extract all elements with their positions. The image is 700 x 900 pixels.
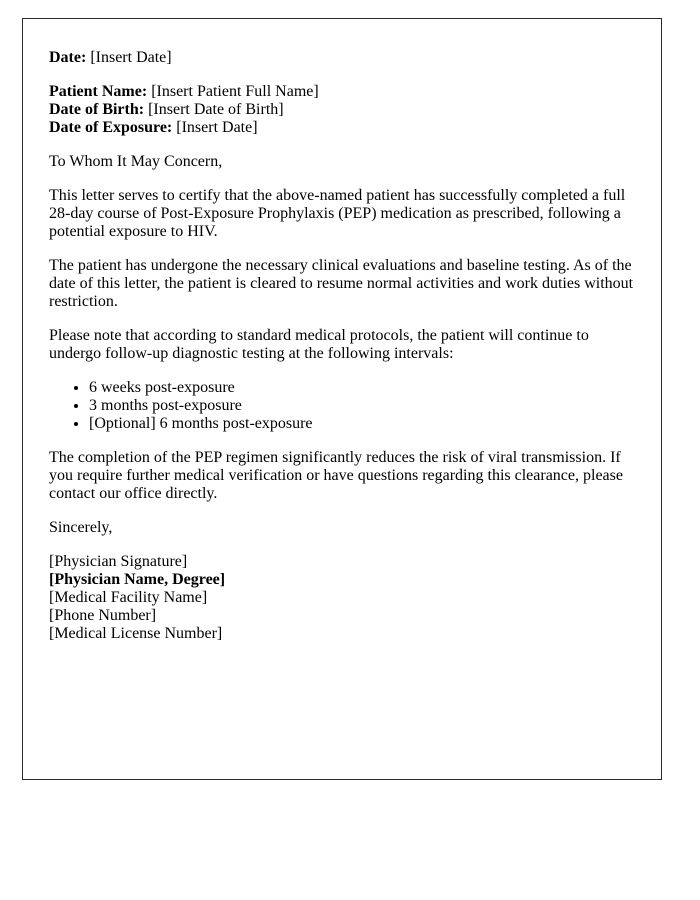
sign-off: Sincerely,	[49, 519, 113, 536]
phone-number-line: [Phone Number]	[49, 607, 157, 624]
patient-name-line	[49, 83, 635, 101]
paragraph-certification: This letter serves to certify that the above-named patient has successfully completed a full 28-day course of Post-Exposure Prophylaxis (PEP) medication as prescribed, following a potential exposure to HIV.	[49, 187, 626, 240]
patient-name-label: Patient Name:	[49, 83, 148, 100]
date-of-birth-value: [Insert Date of Birth]	[148, 101, 284, 118]
list-item: • 6 weeks post-exposure	[89, 379, 635, 397]
letter-document	[22, 18, 662, 780]
patient-name-value: [Insert Patient Full Name]	[151, 83, 319, 100]
medical-license-line: [Medical License Number]	[49, 625, 223, 642]
list-item: • 3 months post-exposure	[89, 397, 635, 415]
paragraph-clearance: The patient has undergone the necessary clinical evaluations and baseline testing. As of the date of this letter, the patient is cleared to resume normal activities and work duties without restriction.	[49, 257, 634, 310]
list-item: • [Optional] 6 months post-exposure	[89, 415, 635, 433]
date-label: Date:	[49, 49, 87, 66]
salutation: To Whom It May Concern,	[49, 153, 223, 170]
signature-block	[49, 553, 635, 643]
paragraph-closing: The completion of the PEP regimen significantly reduces the risk of viral transmission. If you require further medical verification or have questions regarding this clearance, please contact our office directly.	[49, 449, 623, 502]
physician-name-line: [Physician Name, Degree]	[49, 571, 226, 588]
date-of-birth-label: Date of Birth:	[49, 101, 145, 118]
date-value: [Insert Date]	[90, 49, 172, 66]
date-of-birth-line	[49, 101, 635, 119]
date-of-exposure-value: [Insert Date]	[176, 119, 258, 136]
medical-facility-line: [Medical Facility Name]	[49, 589, 208, 606]
date-of-exposure-line	[49, 119, 635, 137]
date-of-exposure-label: Date of Exposure:	[49, 119, 173, 136]
patient-info-block	[49, 83, 635, 137]
date-line	[49, 49, 635, 67]
physician-signature-line: [Physician Signature]	[49, 553, 188, 570]
paragraph-protocols: Please note that according to standard medical protocols, the patient will continue to undergo follow-up diagnostic testing at the following intervals:	[49, 327, 589, 362]
follow-up-intervals-list	[49, 379, 635, 433]
